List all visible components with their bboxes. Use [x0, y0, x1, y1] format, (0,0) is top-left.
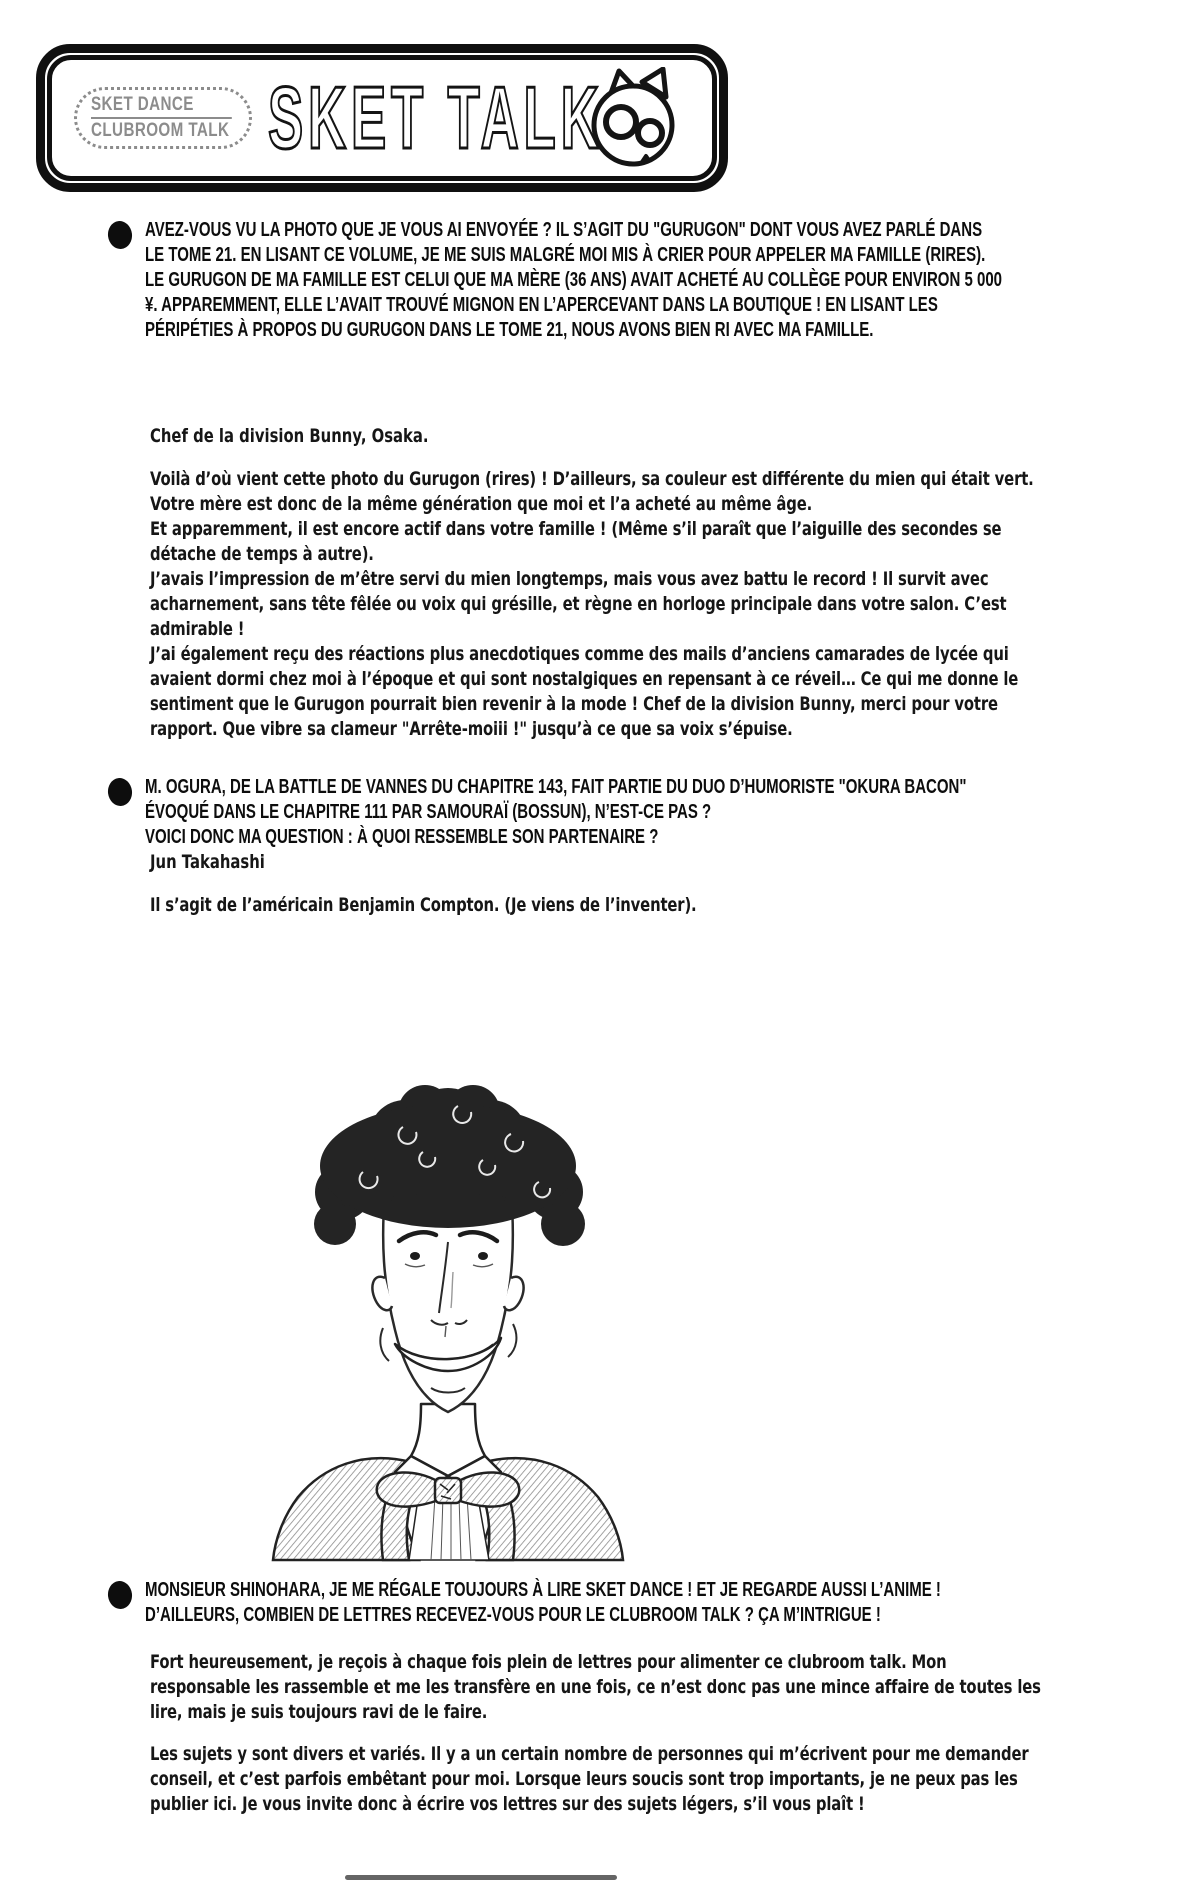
badge-series-name: SKET DANCE [91, 93, 232, 119]
header-box-inner [47, 55, 717, 181]
question-paragraph: VOICI DONC MA QUESTION : À QUOI RESSEMBLE SON PARTENAIRE ? [145, 826, 659, 848]
answer-paragraph: Voilà d’où vient cette photo du Gurugon (rires) ! D’ailleurs, sa couleur est différente du mien qui était vert. [150, 468, 1034, 490]
reader-signature: Chef de la division Bunny, Osaka. [150, 425, 429, 447]
question-text [145, 218, 1005, 343]
reader-signature: Jun Takahashi [150, 851, 265, 873]
question-bullet [106, 1580, 133, 1611]
answer-paragraph: Fort heureusement, je reçois à chaque fois plein de lettres pour alimenter ce clubroom talk. Mon responsable les rassemble et me les transfère en une fois, ce n’est donc pas une mince affaire de toutes les lire, mais je suis toujours ravi de le faire. [150, 1651, 1041, 1723]
page-title [268, 68, 604, 168]
answer-paragraph: Les sujets y sont divers et variés. Il y a un certain nombre de personnes qui m’écrivent pour me demander conseil, et c’est parfois embêtant pour moi. Lorsque leurs soucis sont trop importants, je ne peux pas les publier ici. Je vous invite donc à écrire vos lettres sur des sujets légers, s’il vous plaît ! [150, 1743, 1029, 1815]
page-title-text: SKET TALK [268, 68, 604, 167]
answer-text [150, 467, 1047, 742]
answer-paragraph: J’avais l’impression de m’être servi du mien longtemps, mais vous avez battu le record ! Il survit avec acharnement, sans tête fêlée ou voix qui grésille, et règne en horloge principale dans votre salon. C’est admirable ! [150, 568, 1007, 640]
bottom-page-line [345, 1875, 617, 1880]
answer-text [150, 1650, 1047, 1817]
answer-text [150, 893, 1047, 918]
answer-paragraph: Il s’agit de l’américain Benjamin Compton. (Je viens de l’inventer). [150, 894, 697, 916]
question-paragraph: MONSIEUR SHINOHARA, JE ME RÉGALE TOUJOURS À LIRE SKET DANCE ! ET JE REGARDE AUSSI L’ANIME ! D’AILLEURS, COMBIEN DE LETTRES RECEVEZ-VOUS POUR LE CLUBROOM TALK ? ÇA M’INTRIGUE ! [145, 1579, 941, 1626]
clubroom-talk-badge [74, 87, 252, 149]
question-bullet [106, 777, 133, 808]
question-paragraph: AVEZ-VOUS VU LA PHOTO QUE JE VOUS AI ENVOYÉE ? IL S’AGIT DU "GURUGON" DONT VOUS AVEZ PARLÉ DANS LE TOME 21. EN LISANT CE VOLUME, JE ME SUIS MALGRÉ MOI MIS À CRIER POUR APPELER MA FAMILLE (RIRES). [145, 219, 986, 266]
answer-paragraph: Votre mère est donc de la même génération que moi et l’a acheté au même âge. [150, 493, 813, 515]
portrait-illustration [243, 1082, 653, 1562]
answer-paragraph: J’ai également reçu des réactions plus anecdotiques comme des mails d’anciens camarades de lycée qui avaient dormi chez moi à l’époque et qui sont nostalgiques en repensant à ce réveil… Ce qui me donne le sentiment que le Gurugon pourrait bien revenir à la mode ! Chef de la division Bunny, merci pour votre rapport. Que vibre sa clameur "Arrête-moiii !" jusqu’à ce que sa voix s’épuise. [150, 643, 1019, 740]
header-box [36, 44, 728, 192]
question-paragraph: LE GURUGON DE MA FAMILLE EST CELUI QUE MA MÈRE (36 ANS) AVAIT ACHETÉ AU COLLÈGE POUR ENVIRON 5 000 ¥. APPAREMMENT, ELLE L’AVAIT TROUVÉ MIGNON EN L’APERCEVANT DANS LA BOUTIQUE ! EN LISANT LES PÉRIPÉTIES À PROPOS DU GURUGON DANS LE TOME 21, NOUS AVONS BIEN RI AVEC MA FAMILLE. [145, 269, 1003, 341]
badge-section-name: CLUBROOM TALK [91, 120, 230, 141]
question-text [145, 775, 1005, 850]
question-bullet [106, 220, 133, 251]
question-paragraph: M. OGURA, DE LA BATTLE DE VANNES DU CHAPITRE 143, FAIT PARTIE DU DUO D’HUMORISTE "OKURA BACON" ÉVOQUÉ DANS LE CHAPITRE 111 PAR SAMOURAÏ (BOSSUN), N’EST-CE PAS ? [145, 776, 967, 823]
question-text [145, 1578, 1005, 1628]
answer-paragraph: Et apparemment, il est encore actif dans votre famille ! (Même s’il paraît que l’aiguille des secondes se détache de temps à autre). [150, 518, 1002, 565]
